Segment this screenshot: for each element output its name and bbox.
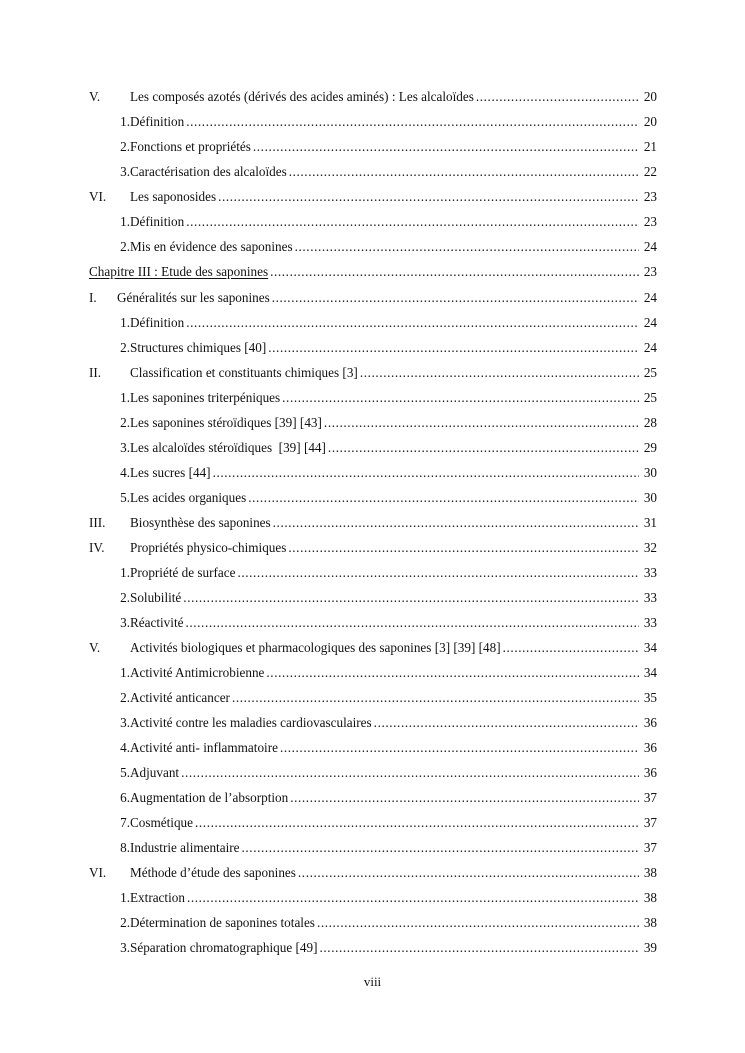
toc-entry[interactable] — [89, 214, 657, 232]
toc-entry-number: 4. — [120, 740, 130, 755]
toc-entry[interactable] — [89, 940, 657, 958]
dot-leader — [185, 615, 639, 631]
toc-entry[interactable] — [89, 114, 657, 132]
dot-leader — [186, 315, 639, 331]
toc-entry[interactable] — [89, 490, 657, 508]
dot-leader — [272, 290, 639, 306]
toc-entry-title: Extraction — [130, 890, 185, 905]
toc-entry[interactable] — [89, 740, 657, 758]
toc-entry-number: V. — [89, 640, 101, 655]
toc-entry[interactable] — [89, 915, 657, 933]
toc-entry-title: Caractérisation des alcaloïdes — [130, 164, 287, 179]
toc-entry-title: Activité Antimicrobienne — [130, 665, 265, 680]
toc-entry-title: Définition — [130, 114, 185, 129]
toc-entry-page: 37 — [643, 840, 657, 855]
dot-leader — [268, 340, 639, 356]
dot-leader — [360, 365, 639, 381]
toc-entry[interactable] — [89, 865, 657, 883]
toc-entry[interactable] — [89, 640, 657, 658]
dot-leader — [280, 740, 639, 756]
toc-entry-title: Propriété de surface — [130, 565, 236, 580]
toc-entry-number: III. — [89, 515, 106, 530]
toc-entry-title: Séparation chromatographique [49] — [130, 940, 318, 955]
toc-entry-page: 37 — [643, 815, 657, 830]
toc-entry-page: 36 — [643, 765, 657, 780]
dot-leader — [290, 790, 639, 806]
toc-entry-page: 24 — [643, 340, 657, 355]
toc-entry-number: 3. — [120, 615, 130, 630]
toc-entry-number: II. — [89, 365, 102, 380]
toc-entry-title: Activité anticancer — [130, 690, 230, 705]
toc-entry-page: 23 — [643, 264, 657, 279]
toc-entry-number: 1. — [120, 665, 130, 680]
toc-entry-title: Classification et constituants chimiques [3] — [130, 365, 358, 380]
toc-entry-title: Les sucres [44] — [130, 465, 211, 480]
dot-leader — [186, 214, 639, 230]
toc-entry-page: 31 — [643, 515, 657, 530]
toc-entry-page: 29 — [643, 440, 657, 455]
toc-entry-number: 2. — [120, 690, 130, 705]
toc-entry-title: Biosynthèse des saponines — [130, 515, 271, 530]
toc-entry[interactable] — [89, 315, 657, 333]
toc-entry-page: 25 — [643, 390, 657, 405]
toc-entry[interactable] — [89, 765, 657, 783]
toc-entry[interactable] — [89, 89, 657, 107]
toc-entry-title: Solubilité — [130, 590, 182, 605]
dot-leader — [328, 440, 639, 456]
page-number: viii — [363, 974, 382, 989]
dot-leader — [273, 515, 639, 531]
toc-entry-page: 25 — [643, 365, 657, 380]
toc-entry-title: Méthode d’étude des saponines — [130, 865, 296, 880]
toc-entry-page: 20 — [643, 89, 657, 104]
toc-entry[interactable] — [89, 390, 657, 408]
chapter-title: Chapitre III : Etude des saponines — [89, 264, 269, 279]
toc-entry-number: 1. — [120, 565, 130, 580]
toc-entry[interactable] — [89, 290, 657, 308]
dot-leader — [218, 189, 639, 205]
toc-entry-number: 2. — [120, 139, 130, 154]
toc-entry-number: 5. — [120, 490, 130, 505]
toc-entry-number: 3. — [120, 940, 130, 955]
toc-entry-title: Industrie alimentaire — [130, 840, 240, 855]
toc-entry-title: Définition — [130, 214, 185, 229]
toc-entry[interactable] — [89, 665, 657, 683]
toc-entry-number: 4. — [120, 465, 130, 480]
toc-entry-number: 1. — [120, 214, 130, 229]
toc-entry-page: 36 — [643, 715, 657, 730]
dot-leader — [242, 840, 640, 856]
dot-leader — [183, 590, 639, 606]
toc-entry[interactable] — [89, 715, 657, 733]
toc-entry-page: 23 — [643, 189, 657, 204]
toc-entry-number: VI. — [89, 865, 107, 880]
toc-entry-number: 6. — [120, 790, 130, 805]
toc-entry[interactable] — [89, 415, 657, 433]
toc-entry[interactable] — [89, 139, 657, 157]
dot-leader — [298, 865, 639, 881]
toc-entry-title: Les saponines stéroïdiques [39] [43] — [130, 415, 322, 430]
toc-entry-page: 23 — [643, 214, 657, 229]
dot-leader — [288, 540, 639, 556]
toc-entry[interactable] — [89, 239, 657, 257]
toc-entry-page: 35 — [643, 690, 657, 705]
toc-entry-number: VI. — [89, 189, 107, 204]
toc-entry-page: 24 — [643, 290, 657, 305]
toc-entry[interactable] — [89, 440, 657, 458]
toc-entry-number: 2. — [120, 915, 130, 930]
toc-entry[interactable] — [89, 565, 657, 583]
toc-entry[interactable] — [89, 790, 657, 808]
toc-entry-number: 7. — [120, 815, 130, 830]
toc-entry-number: 2. — [120, 415, 130, 430]
toc-entry-title: Activité anti- inflammatoire — [130, 740, 278, 755]
toc-entry-number: 8. — [120, 840, 130, 855]
toc-entry-page: 22 — [643, 164, 657, 179]
dot-leader — [253, 139, 639, 155]
toc-entry-number: 2. — [120, 590, 130, 605]
dot-leader — [248, 490, 639, 506]
toc-entry[interactable] — [89, 340, 657, 358]
dot-leader — [317, 915, 639, 931]
toc-entry-page: 39 — [643, 940, 657, 955]
toc-entry[interactable] — [89, 189, 657, 207]
toc-entry-title: Les composés azotés (dérivés des acides aminés) : Les alcaloïdes — [130, 89, 474, 104]
toc-entry-title: Fonctions et propriétés — [130, 139, 251, 154]
toc-entry-number: 1. — [120, 315, 130, 330]
toc-entry-title: Généralités sur les saponines — [117, 290, 270, 305]
dot-leader — [213, 465, 639, 481]
toc-entry-title: Augmentation de l’absorption — [130, 790, 289, 805]
dot-leader — [187, 890, 639, 906]
dot-leader — [186, 114, 639, 130]
dot-leader — [232, 690, 639, 706]
toc-entry-title: Réactivité — [130, 615, 184, 630]
dot-leader — [195, 815, 639, 831]
dot-leader — [374, 715, 639, 731]
toc-entry-title: Définition — [130, 315, 185, 330]
dot-leader — [295, 239, 639, 255]
toc-entry-page: 36 — [643, 740, 657, 755]
toc-entry-number: 3. — [120, 715, 130, 730]
toc-entry-number: 1. — [120, 890, 130, 905]
toc-entry-number: 1. — [120, 114, 130, 129]
toc-entry[interactable] — [89, 540, 657, 558]
toc-entry-title: Détermination de saponines totales — [130, 915, 315, 930]
toc-entry[interactable] — [89, 815, 657, 833]
toc-entry-number: V. — [89, 89, 101, 104]
toc-entry-page: 38 — [643, 915, 657, 930]
toc-entry-title: Les acides organiques — [130, 490, 247, 505]
toc-entry-title: Mis en évidence des saponines — [130, 239, 293, 254]
toc-entry-page: 38 — [643, 865, 657, 880]
toc-entry-page: 34 — [643, 640, 657, 655]
toc-entry[interactable] — [89, 590, 657, 608]
toc-entry-title: Propriétés physico-chimiques — [130, 540, 287, 555]
toc-entry-title: Les alcaloïdes stéroïdiques [39] [44] — [130, 440, 326, 455]
toc-entry-title: Cosmétique — [130, 815, 194, 830]
dot-leader — [270, 264, 639, 280]
toc-entry-title: Les saponosides — [130, 189, 217, 204]
toc-entry[interactable] — [89, 515, 657, 533]
dot-leader — [289, 164, 639, 180]
dot-leader — [237, 565, 639, 581]
dot-leader — [181, 765, 639, 781]
dot-leader — [266, 665, 639, 681]
toc-entry[interactable] — [89, 365, 657, 383]
toc-entry-title: Activité contre les maladies cardiovasculaires — [130, 715, 372, 730]
toc-entry[interactable] — [89, 840, 657, 858]
toc-entry-number: I. — [89, 290, 97, 305]
toc-entry-number: IV. — [89, 540, 105, 555]
toc-entry-page: 24 — [643, 239, 657, 254]
toc-entry-title: Activités biologiques et pharmacologiques des saponines [3] [39] [48] — [130, 640, 501, 655]
dot-leader — [324, 415, 639, 431]
toc-entry-page: 21 — [643, 139, 657, 154]
toc-entry-number: 3. — [120, 440, 130, 455]
toc-entry-page: 37 — [643, 790, 657, 805]
toc-entry-number: 2. — [120, 239, 130, 254]
toc-entry-page: 33 — [643, 615, 657, 630]
toc-entry[interactable] — [89, 690, 657, 708]
toc-entry-page: 24 — [643, 315, 657, 330]
toc-chapter-entry[interactable] — [89, 264, 657, 282]
toc-entry[interactable] — [89, 890, 657, 908]
dot-leader — [476, 89, 639, 105]
dot-leader — [503, 640, 639, 656]
toc-entry-number: 2. — [120, 340, 130, 355]
toc-entry[interactable] — [89, 164, 657, 182]
toc-entry-title: Les saponines triterpéniques — [130, 390, 281, 405]
toc-entry-number: 3. — [120, 164, 130, 179]
toc-entry-page: 34 — [643, 665, 657, 680]
toc-entry-page: 33 — [643, 565, 657, 580]
toc-entry-page: 20 — [643, 114, 657, 129]
toc-entry-page: 38 — [643, 890, 657, 905]
toc-entry-number: 5. — [120, 765, 130, 780]
toc-entry-page: 30 — [643, 465, 657, 480]
toc-entry-page: 33 — [643, 590, 657, 605]
toc-entry[interactable] — [89, 615, 657, 633]
toc-entry-title: Structures chimiques [40] — [130, 340, 267, 355]
toc-entry-title: Adjuvant — [130, 765, 180, 780]
toc-entry-page: 28 — [643, 415, 657, 430]
dot-leader — [320, 940, 640, 956]
toc-entry-page: 30 — [643, 490, 657, 505]
toc-entry[interactable] — [89, 465, 657, 483]
dot-leader — [282, 390, 639, 406]
toc-entry-page: 32 — [643, 540, 657, 555]
toc-entry-number: 1. — [120, 390, 130, 405]
